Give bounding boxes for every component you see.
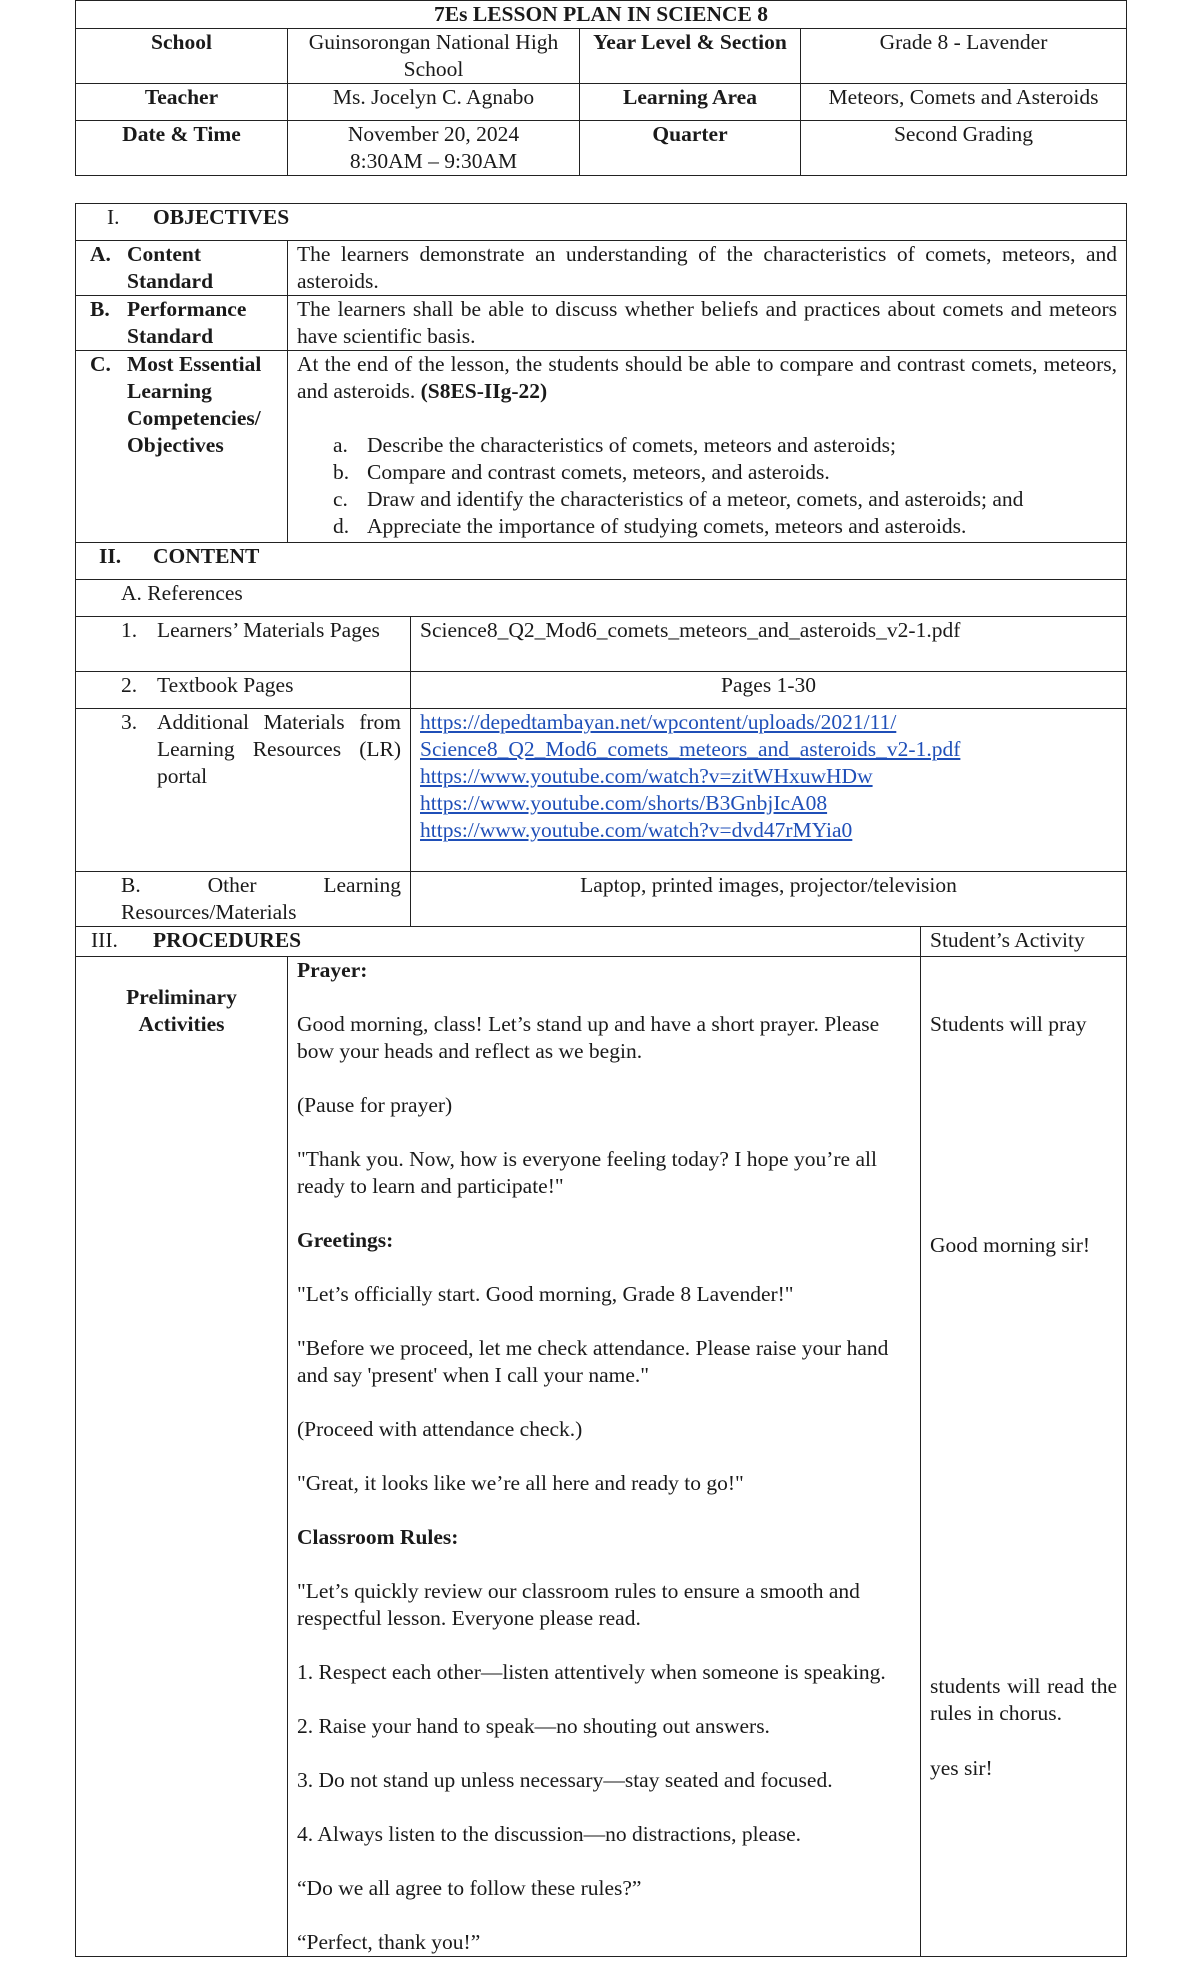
greetings-line-1: "Let’s officially start. Good morning, Grade 8 Lavender!" [297,1282,794,1306]
content-heading [76,543,1127,580]
references-label: A. References [76,580,1127,617]
teacher-value: Ms. Jocelyn C. Agnabo [288,84,580,121]
lm-label-text: Learners’ Materials Pages [157,618,380,642]
additional-materials-links [411,709,1127,872]
preliminary-activities-text: Preliminary Activities [126,985,237,1036]
rules-closing: “Perfect, thank you!” [297,1930,481,1954]
lm-num: 1. [121,618,138,642]
melc-intro [297,351,1117,405]
prayer-line-3: "Thank you. Now, how is everyone feeling today? I hope you’re all ready to learn and participate!" [297,1147,877,1198]
procedures-heading [76,927,921,957]
lr-link-2[interactable]: Science8_Q2_Mod6_comets_meteors_and_asteroids_v2-1.pdf [420,737,961,761]
youtube-link-2[interactable]: https://www.youtube.com/shorts/B3GnbjIcA08 [420,791,828,815]
lesson-plan-title: 7Es LESSON PLAN IN SCIENCE 8 [76,1,1127,29]
performance-standard-text: The learners shall be able to discuss whether beliefs and practices about comets and meteors have scientific basis. [288,296,1127,351]
student-activity-cell [921,957,1127,1957]
tb-label-text: Textbook Pages [157,673,294,697]
objectives-heading [76,204,1127,241]
sa-yes: yes sir! [930,1756,993,1780]
prayer-heading: Prayer: [297,958,368,982]
objective-text: Describe the characteristics of comets, meteors and asteroids; [367,433,896,457]
time-value: 8:30AM – 9:30AM [349,149,518,173]
melc-label-text: Most Essential Learning Competencies/ Objectives [127,352,262,457]
objective-item [297,459,1117,486]
performance-standard-letter: B. [90,297,110,321]
rules-question: “Do we all agree to follow these rules?” [297,1876,642,1900]
youtube-link-3[interactable]: https://www.youtube.com/watch?v=dvd47rMYia0 [420,818,853,842]
melc-code: (S8ES-IIg-22) [420,379,548,403]
greetings-line-3: (Proceed with attendance check.) [297,1417,583,1441]
tb-num: 2. [121,673,138,697]
header-table [75,0,1127,176]
quarter-value: Second Grading [801,121,1127,176]
school-label: School [76,29,288,84]
prayer-line-1: Good morning, class! Let’s stand up and have a short prayer. Please bow your heads and reflect as we begin. [297,1012,880,1063]
greetings-heading: Greetings: [297,1228,394,1252]
melc-text: At the end of the lesson, the students should be able to compare and contrast comets, meteors, and asteroids. [297,352,1118,403]
date-time-label: Date & Time [76,121,288,176]
school-value: Guinsorongan National High School [288,29,580,84]
year-level-value: Grade 8 - Lavender [801,29,1127,84]
objectives-num: I. [107,205,120,229]
sa-pray: Students will pray [930,1012,1087,1036]
learning-area-value: Meteors, Comets and Asteroids [801,84,1127,121]
content-title: CONTENT [153,544,260,568]
learners-materials-value: Science8_Q2_Mod6_comets_meteors_and_asteroids_v2-1.pdf [411,617,1127,672]
teacher-label: Teacher [76,84,288,121]
objectives-list [297,432,1117,540]
preliminary-activities-label [76,957,288,1957]
content-num: II. [99,544,122,568]
content-standard-label-text: Content Standard [127,242,214,293]
classroom-rules-intro: "Let’s quickly review our classroom rules to ensure a smooth and respectful lesson. Everyone please read. [297,1579,860,1630]
content-standard-letter: A. [90,242,111,266]
performance-standard-label-text: Performance Standard [127,297,247,348]
greetings-line-4: "Great, it looks like we’re all here and ready to go!" [297,1471,744,1495]
objectives-title: OBJECTIVES [153,205,290,229]
performance-standard-label [76,296,288,351]
teacher-activity-cell [288,957,921,1957]
other-resources-value: Laptop, printed images, projector/television [411,872,1127,927]
rule-1: 1. Respect each other—listen attentively when someone is speaking. [297,1660,886,1684]
melc-cell [288,351,1127,543]
year-level-label: Year Level & Section [580,29,801,84]
additional-materials-label [76,709,411,872]
content-standard-text: The learners demonstrate an understanding of the characteristics of comets, meteors, and asteroids. [288,241,1127,296]
objective-item [297,486,1117,513]
quarter-label: Quarter [580,121,801,176]
add-num: 3. [121,710,138,734]
rule-3: 3. Do not stand up unless necessary—stay seated and focused. [297,1768,833,1792]
prayer-line-2: (Pause for prayer) [297,1093,453,1117]
rule-4: 4. Always listen to the discussion—no distractions, please. [297,1822,802,1846]
melc-label [76,351,288,543]
objective-letter: b. [333,460,350,484]
objective-text: Compare and contrast comets, meteors, and asteroids. [367,460,830,484]
sa-good-morning: Good morning sir! [930,1233,1091,1257]
rule-2: 2. Raise your hand to speak—no shouting out answers. [297,1714,770,1738]
date-time-value [288,121,580,176]
lr-link-1[interactable]: https://depedtambayan.net/wpcontent/uploads/2021/11/ [420,710,897,734]
other-resources-label [76,872,411,927]
procedures-num: III. [91,928,118,952]
objective-letter: c. [333,487,348,511]
student-activity-header: Student’s Activity [921,927,1127,957]
greetings-line-2: "Before we proceed, let me check attendance. Please raise your hand and say 'present' when I call your name." [297,1336,889,1387]
other-resources-label-text: B. Other Learning Resources/Materials [121,873,401,924]
sa-read-rules: students will read the rules in chorus. [930,1674,1118,1725]
textbook-pages-value: Pages 1-30 [411,672,1127,709]
lesson-body-table [75,203,1127,1957]
objective-text: Draw and identify the characteristics of a meteor, comets, and asteroids; and [367,487,1024,511]
learners-materials-label [76,617,411,672]
objective-letter: d. [333,514,350,538]
melc-letter: C. [90,352,111,376]
date-value: November 20, 2024 [347,122,520,146]
objective-text: Appreciate the importance of studying comets, meteors and asteroids. [367,514,967,538]
objective-item [297,513,1117,540]
add-label-text: Additional Materials from Learning Resources (LR) portal [157,710,401,788]
procedures-title: PROCEDURES [153,928,302,952]
classroom-rules-heading: Classroom Rules: [297,1525,459,1549]
objective-letter: a. [333,433,348,457]
content-standard-label [76,241,288,296]
youtube-link-1[interactable]: https://www.youtube.com/watch?v=zitWHxuwHDw [420,764,873,788]
learning-area-label: Learning Area [580,84,801,121]
textbook-pages-label [76,672,411,709]
objective-item [297,432,1117,459]
